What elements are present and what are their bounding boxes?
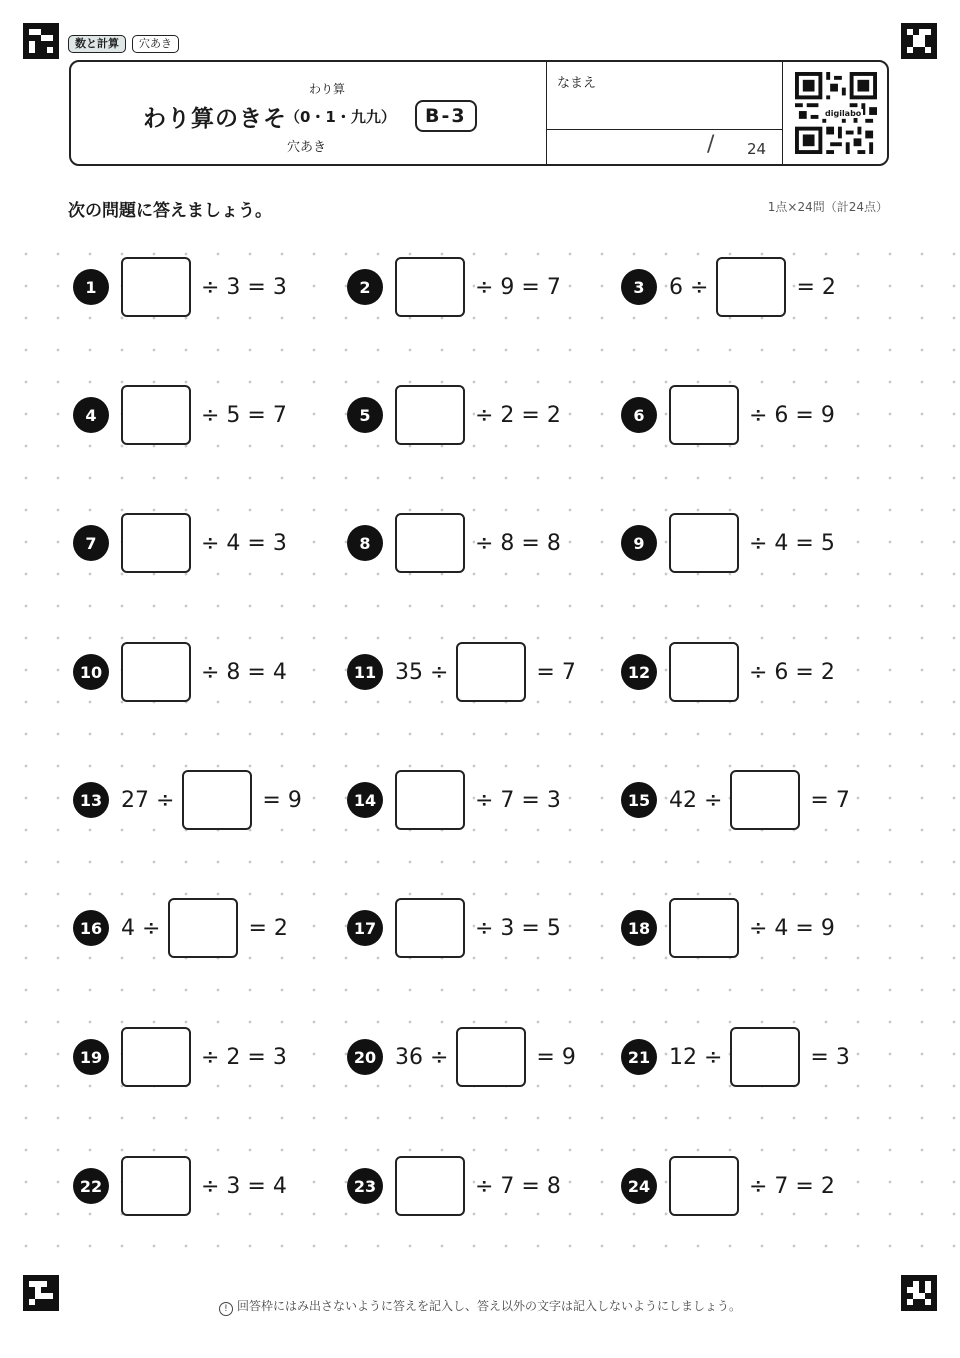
category-tags <box>68 35 179 53</box>
problem-number: 7 <box>73 525 109 561</box>
answer-box[interactable] <box>395 257 465 317</box>
problem-number: 21 <box>621 1039 657 1075</box>
problem-text-after: = 7 <box>536 659 576 685</box>
answer-box[interactable] <box>395 1156 465 1216</box>
problem-20 <box>347 1025 576 1089</box>
qr-label: digilabo <box>825 109 862 118</box>
problem-number: 2 <box>347 269 383 305</box>
problem-number: 15 <box>621 782 657 818</box>
score-field[interactable] <box>547 129 783 165</box>
problem-21 <box>621 1025 850 1089</box>
name-label: なまえ <box>557 76 597 91</box>
problem-18 <box>621 896 835 960</box>
corner-marker-top-right <box>901 23 937 59</box>
problem-17 <box>347 896 561 960</box>
problem-number: 22 <box>73 1168 109 1204</box>
problem-text-after: ÷ 4 = 3 <box>201 530 287 556</box>
problem-number: 14 <box>347 782 383 818</box>
answer-box[interactable] <box>456 642 526 702</box>
answer-box[interactable] <box>395 770 465 830</box>
problem-number: 5 <box>347 397 383 433</box>
problem-number: 12 <box>621 654 657 690</box>
problem-8 <box>347 511 561 575</box>
problem-text-after: = 2 <box>796 274 836 300</box>
problem-4 <box>73 383 287 447</box>
problem-6 <box>621 383 835 447</box>
problem-number: 3 <box>621 269 657 305</box>
answer-box[interactable] <box>716 257 786 317</box>
problem-number: 18 <box>621 910 657 946</box>
problem-1 <box>73 255 287 319</box>
problem-number: 11 <box>347 654 383 690</box>
problem-14 <box>347 768 561 832</box>
title-subtitle: 穴あき <box>287 140 327 155</box>
answer-box[interactable] <box>669 1156 739 1216</box>
problem-number: 8 <box>347 525 383 561</box>
answer-box[interactable] <box>456 1027 526 1087</box>
problem-24 <box>621 1154 835 1218</box>
page-title: わり算のきそ <box>143 106 287 132</box>
problem-text-after: ÷ 4 = 9 <box>749 915 835 941</box>
problem-text-after: = 2 <box>248 915 288 941</box>
problem-text-after: ÷ 3 = 4 <box>201 1173 287 1199</box>
instruction-text: 次の問題に答えましょう。 <box>68 196 278 221</box>
problem-text-before: 35 ÷ <box>395 659 449 685</box>
footer-text: 回答枠にはみ出さないように答えを記入し、答え以外の文字は記入しないようにしましょう。 <box>236 1299 741 1313</box>
answer-box[interactable] <box>730 1027 800 1087</box>
problem-3 <box>621 255 836 319</box>
title-ruby: わり算 <box>309 82 346 96</box>
info-icon: ! <box>219 1302 233 1316</box>
score-total: 24 <box>747 140 767 158</box>
problem-text-after: ÷ 5 = 7 <box>201 402 287 428</box>
answer-box[interactable] <box>168 898 238 958</box>
problem-number: 4 <box>73 397 109 433</box>
problem-text-after: ÷ 7 = 2 <box>749 1173 835 1199</box>
problem-number: 6 <box>621 397 657 433</box>
problem-16 <box>73 896 288 960</box>
problem-13 <box>73 768 302 832</box>
answer-box[interactable] <box>121 385 191 445</box>
problem-number: 9 <box>621 525 657 561</box>
problem-text-after: ÷ 8 = 8 <box>475 530 561 556</box>
problem-15 <box>621 768 850 832</box>
problem-number: 17 <box>347 910 383 946</box>
title-area <box>71 62 546 164</box>
qr-area <box>782 62 888 164</box>
problem-number: 16 <box>73 910 109 946</box>
answer-box[interactable] <box>669 642 739 702</box>
problem-text-after: ÷ 6 = 9 <box>749 402 835 428</box>
problem-text-after: ÷ 8 = 4 <box>201 659 287 685</box>
problem-text-after: ÷ 9 = 7 <box>475 274 561 300</box>
score-slash: / <box>707 132 715 157</box>
footer-note <box>0 1297 960 1316</box>
corner-marker-top-left <box>23 23 59 59</box>
tag-type: 穴あき <box>132 35 179 53</box>
problem-text-after: ÷ 4 = 5 <box>749 530 835 556</box>
worksheet-header <box>69 60 889 166</box>
problem-text-after: = 9 <box>262 787 302 813</box>
problem-text-after: ÷ 6 = 2 <box>749 659 835 685</box>
points-text: 1点×24問（計24点） <box>764 198 888 215</box>
problem-text-before: 27 ÷ <box>121 787 175 813</box>
problem-text-before: 42 ÷ <box>669 787 723 813</box>
problem-23 <box>347 1154 561 1218</box>
answer-box[interactable] <box>121 642 191 702</box>
problem-text-after: ÷ 3 = 5 <box>475 915 561 941</box>
answer-box[interactable] <box>182 770 252 830</box>
answer-box[interactable] <box>121 513 191 573</box>
problem-text-after: = 3 <box>810 1044 850 1070</box>
problem-text-after: ÷ 2 = 2 <box>475 402 561 428</box>
problem-number: 19 <box>73 1039 109 1075</box>
answer-box[interactable] <box>669 385 739 445</box>
problem-number: 10 <box>73 654 109 690</box>
problem-text-after: ÷ 2 = 3 <box>201 1044 287 1070</box>
answer-box[interactable] <box>121 257 191 317</box>
problem-number: 20 <box>347 1039 383 1075</box>
problem-number: 23 <box>347 1168 383 1204</box>
problem-text-before: 12 ÷ <box>669 1044 723 1070</box>
problem-text-after: = 7 <box>810 787 850 813</box>
problem-text-after: ÷ 7 = 3 <box>475 787 561 813</box>
problem-5 <box>347 383 561 447</box>
problem-12 <box>621 640 835 704</box>
problem-9 <box>621 511 835 575</box>
answer-box[interactable] <box>395 898 465 958</box>
problem-11 <box>347 640 576 704</box>
problem-text-after: ÷ 3 = 3 <box>201 274 287 300</box>
problem-text-after: = 9 <box>536 1044 576 1070</box>
problem-number: 13 <box>73 782 109 818</box>
name-area <box>546 62 783 164</box>
answer-box[interactable] <box>395 513 465 573</box>
answer-box[interactable] <box>669 513 739 573</box>
problem-number: 1 <box>73 269 109 305</box>
problem-7 <box>73 511 287 575</box>
answer-box[interactable] <box>730 770 800 830</box>
worksheet-code-badge: B-3 <box>415 100 477 132</box>
answer-box[interactable] <box>121 1156 191 1216</box>
problem-text-after: ÷ 7 = 8 <box>475 1173 561 1199</box>
problem-22 <box>73 1154 287 1218</box>
answer-box[interactable] <box>121 1027 191 1087</box>
answer-box[interactable] <box>395 385 465 445</box>
problem-text-before: 36 ÷ <box>395 1044 449 1070</box>
answer-box[interactable] <box>669 898 739 958</box>
problem-text-before: 6 ÷ <box>669 274 709 300</box>
problem-19 <box>73 1025 287 1089</box>
problem-10 <box>73 640 287 704</box>
title-range: （0・1・九九） <box>285 108 396 126</box>
problem-2 <box>347 255 561 319</box>
problem-number: 24 <box>621 1168 657 1204</box>
problem-text-before: 4 ÷ <box>121 915 161 941</box>
tag-category: 数と計算 <box>68 35 126 53</box>
